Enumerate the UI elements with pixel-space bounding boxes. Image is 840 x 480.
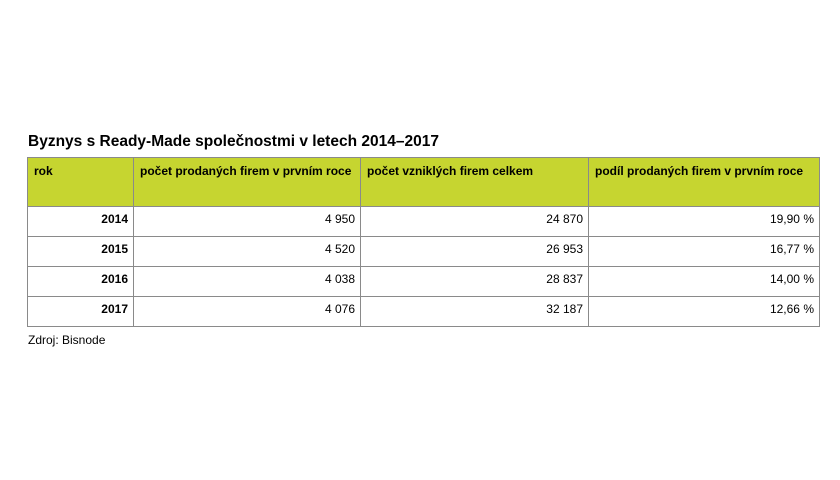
source-note: Zdroj: Bisnode bbox=[28, 333, 106, 347]
header-share-sold: podíl prodaných firem v prvním roce bbox=[589, 158, 820, 207]
cell-sold-firms: 4 950 bbox=[134, 207, 361, 237]
header-total-firms: počet vzniklých firem celkem bbox=[361, 158, 589, 207]
cell-total-firms: 26 953 bbox=[361, 237, 589, 267]
table-title: Byznys s Ready-Made společnostmi v letech 2014–2017 bbox=[28, 133, 439, 150]
cell-sold-firms: 4 038 bbox=[134, 267, 361, 297]
cell-share-sold: 12,66 % bbox=[589, 297, 820, 327]
cell-year: 2015 bbox=[28, 237, 134, 267]
cell-year: 2014 bbox=[28, 207, 134, 237]
table-header bbox=[28, 158, 820, 207]
header-row bbox=[28, 158, 820, 207]
data-table bbox=[27, 157, 820, 327]
cell-year: 2017 bbox=[28, 297, 134, 327]
table-body bbox=[28, 207, 820, 327]
cell-sold-firms: 4 076 bbox=[134, 297, 361, 327]
cell-share-sold: 19,90 % bbox=[589, 207, 820, 237]
cell-total-firms: 28 837 bbox=[361, 267, 589, 297]
cell-sold-firms: 4 520 bbox=[134, 237, 361, 267]
table-row bbox=[28, 297, 820, 327]
header-year: rok bbox=[28, 158, 134, 207]
header-sold-firms: počet prodaných firem v prvním roce bbox=[134, 158, 361, 207]
cell-total-firms: 32 187 bbox=[361, 297, 589, 327]
cell-year: 2016 bbox=[28, 267, 134, 297]
table-row bbox=[28, 237, 820, 267]
cell-share-sold: 14,00 % bbox=[589, 267, 820, 297]
table-row bbox=[28, 267, 820, 297]
cell-share-sold: 16,77 % bbox=[589, 237, 820, 267]
table-row bbox=[28, 207, 820, 237]
cell-total-firms: 24 870 bbox=[361, 207, 589, 237]
